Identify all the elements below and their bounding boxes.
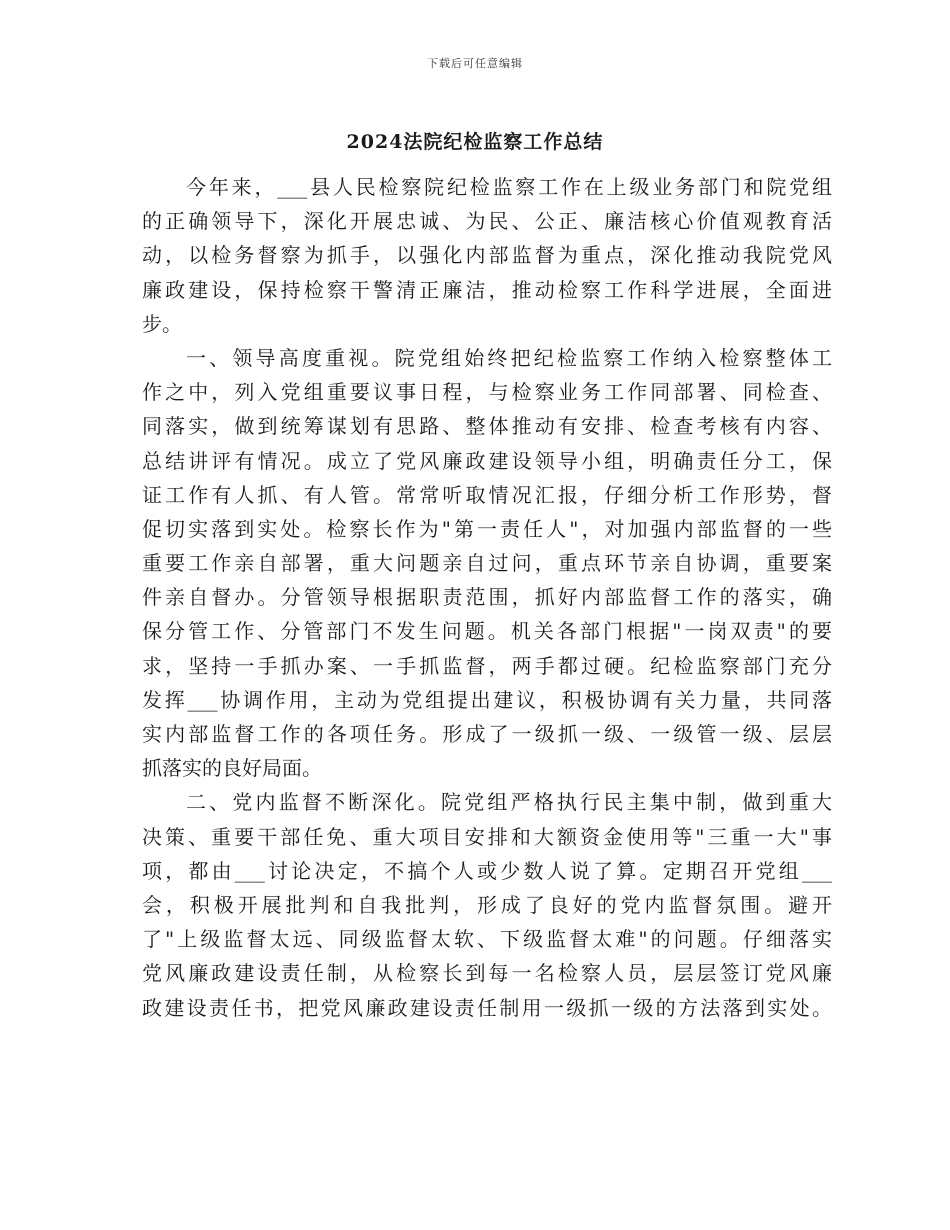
paragraph-line: 总结讲评有情况。成立了党风廉政建设领导小组，明确责任分工，保 — [142, 448, 832, 473]
paragraph-line: 决策、重要干部任免、重大项目安排和大额资金使用等"三重一大"事 — [142, 824, 832, 849]
paragraph-line: 会，积极开展批判和自我批判，形成了良好的党内监督氛围。避开 — [142, 892, 832, 917]
paragraph-line: 作之中，列入党组重要议事日程，与检察业务工作同部署、同检查、 — [142, 380, 832, 405]
paragraph-line: 项，都由___讨论决定，不搞个人或少数人说了算。定期召开党组___ — [142, 858, 832, 883]
header-note: 下载后可任意编辑 — [427, 57, 523, 70]
paragraph-line: 重要工作亲自部署，重大问题亲自过问，重点环节亲自协调，重要案 — [142, 551, 832, 576]
paragraph-line: 的正确领导下，深化开展忠诚、为民、公正、廉洁核心价值观教育活 — [142, 209, 832, 234]
paragraph-line: 动，以检务督察为抓手，以强化内部监督为重点，深化推动我院党风 — [142, 243, 832, 268]
paragraph-line: 党风廉政建设责任制，从检察长到每一名检察人员，层层签订党风廉 — [142, 961, 832, 986]
paragraph-line: 实内部监督工作的各项任务。形成了一级抓一级、一级管一级、层层 — [142, 722, 832, 746]
document-title: 2024法院纪检监察工作总结 — [346, 131, 604, 153]
paragraph-line: 发挥___协调作用，主动为党组提出建议，积极协调有关力量，共同落 — [142, 687, 832, 712]
document-body — [142, 170, 832, 1025]
paragraph-line: 了"上级监督太远、同级监督太软、下级监督太难"的问题。仔细落实 — [142, 927, 832, 952]
paragraph-line: 今年来，___县人民检察院纪检监察工作在上级业务部门和院党组 — [186, 175, 832, 199]
paragraph-line: 二、党内监督不断深化。院党组严格执行民主集中制，做到重大 — [186, 790, 832, 815]
paragraph-line: 抓落实的良好局面。 — [142, 756, 322, 781]
paragraph-line: 保分管工作、分管部门不发生问题。机关各部门根据"一岗双责"的要 — [142, 619, 832, 644]
paragraph-line: 政建设责任书，把党风廉政建设责任制用一级抓一级的方法落到实处。 — [142, 995, 832, 1020]
paragraph-line: 证工作有人抓、有人管。常常听取情况汇报，仔细分析工作形势，督 — [142, 482, 832, 507]
paragraph-line: 廉政建设，保持检察干警清正廉洁，推动检察工作科学进展，全面进 — [142, 277, 832, 302]
paragraph-line: 步。 — [142, 311, 182, 336]
paragraph-line: 促切实落到实处。检察长作为"第一责任人"，对加强内部监督的一些 — [142, 516, 832, 541]
paragraph-line: 求，坚持一手抓办案、一手抓监督，两手都过硬。纪检监察部门充分 — [142, 653, 832, 678]
paragraph-line: 件亲自督办。分管领导根据职责范围，抓好内部监督工作的落实，确 — [142, 585, 832, 610]
paragraph-line: 同落实，做到统筹谋划有思路、整体推动有安排、检查考核有内容、 — [142, 414, 832, 439]
paragraph-line: 一、领导高度重视。院党组始终把纪检监察工作纳入检察整体工 — [186, 345, 832, 370]
